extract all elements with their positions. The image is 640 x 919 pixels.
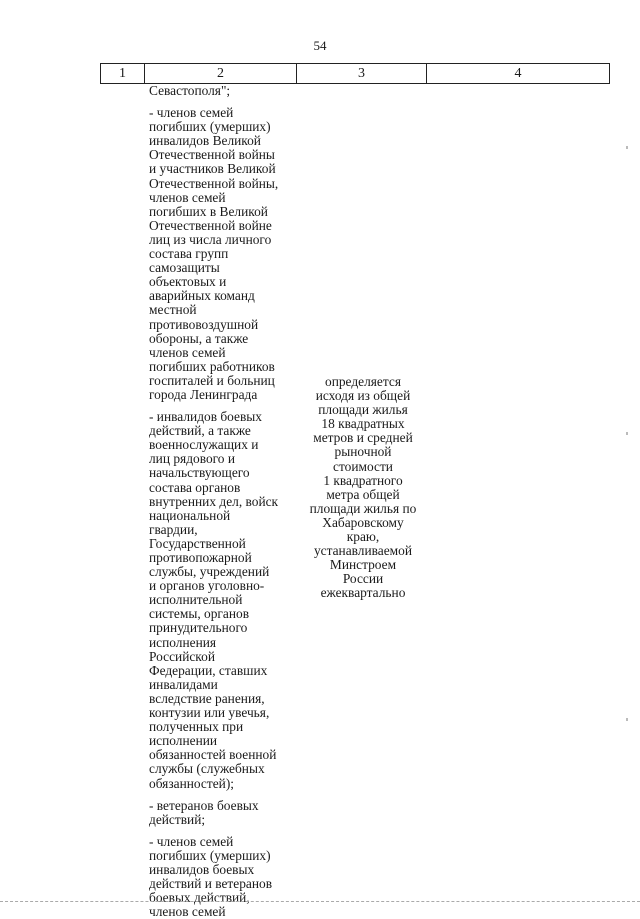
column-3-content: определяется исходя из общей площади жилья 18 квадратных метров и средней рыночной стоимости 1 квадратного метра общей площади жилья по Хабаровскому краю, устанавливаемой Минстроем России ежеквартально <box>309 374 417 601</box>
column-2-content <box>149 84 299 919</box>
column-2-entry: Севастополя"; <box>149 83 231 98</box>
table-header-row <box>100 63 610 84</box>
scan-artifact <box>626 146 628 149</box>
column-header-1: 1 <box>101 64 145 83</box>
column-header-3: 3 <box>297 64 427 83</box>
column-header-4: 4 <box>514 66 522 81</box>
scan-edge-line <box>0 901 640 903</box>
column-2-entry: - инвалидов боевых действий, а также военнослужащих и лиц рядового и начальствующего состава органов внутренних дел, войск национальной гвардии, Государственной противопожарной службы, учреждений и органов уголовно- исполнительной системы, органов принудительного исполнения Российской Федерации, ставших инвалидами вследствие ранения, контузии или увечья, полученных при исполнении обязанностей военной службы (служебных обязанностей); <box>149 409 279 791</box>
scan-artifact <box>626 718 628 721</box>
column-2-entry: - ветеранов боевых действий; <box>149 797 259 827</box>
column-2-entry: - членов семей погибших (умерших) инвалидов Великой Отечественной войны и участников Великой Отечественной войны, членов семей погибших в Великой Отечественной войне лиц из числа личного состава групп самозащиты объектовых и аварийных команд местной противовоздушной обороны, а также членов семей погибших работников госпиталей и больниц города Ленинграда <box>149 105 279 402</box>
column-header-2: 2 <box>145 64 297 83</box>
page-number: 54 <box>313 38 327 53</box>
scan-artifact <box>626 432 628 435</box>
column-2-entry: - членов семей погибших (умерших) инвалидов боевых действий и ветеранов боевых действий, членов семей <box>149 833 273 919</box>
